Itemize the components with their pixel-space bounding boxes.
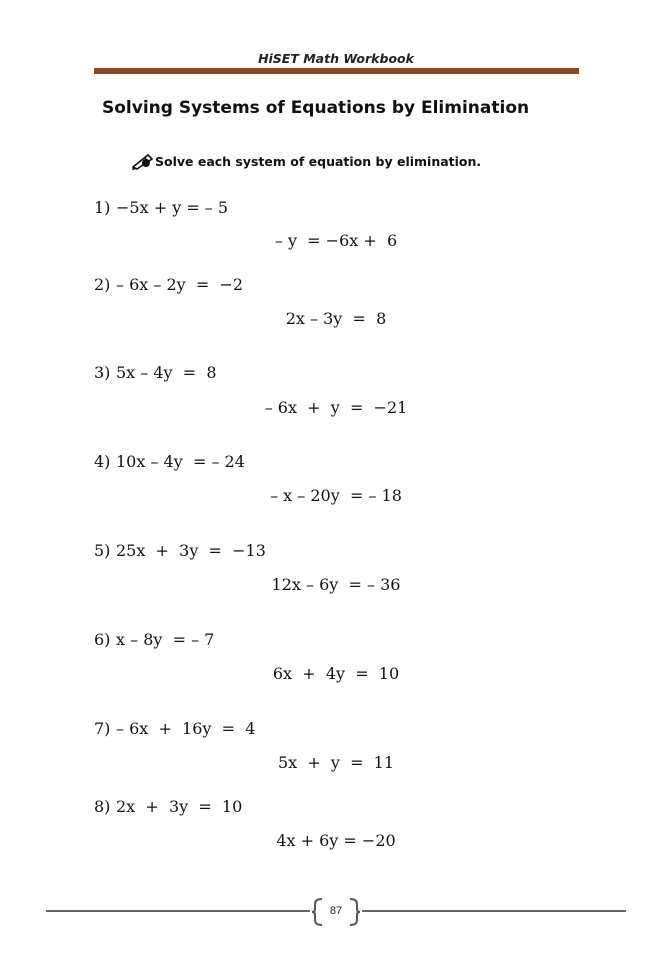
equation-first: – 6x – 2y = −2 [116,275,244,294]
equation-second: – 6x + y = −21 [264,398,408,417]
problem-number: 3) [94,363,111,382]
equation-second: 12x – 6y = – 36 [271,575,401,594]
equation-first: 2x + 3y = 10 [116,797,243,816]
problem-number: 2) [94,275,111,294]
problem-number: 8) [94,797,111,816]
header-title: HiSET Math Workbook [258,51,414,66]
instruction [131,152,481,170]
equation-first: 5x – 4y = 8 [116,363,217,382]
header-rule [94,68,579,74]
problem-number: 7) [94,719,111,738]
equation-first: x – 8y = – 7 [116,630,215,649]
problem-number: 5) [94,541,111,560]
equation-first: −5x + y = – 5 [116,198,229,217]
equation-first: 10x – 4y = – 24 [116,452,245,471]
equation-second: – y = −6x + 6 [274,231,398,250]
page-heading: Solving Systems of Equations by Elimination [102,98,530,118]
equation-second: 4x + 6y = −20 [276,831,396,850]
problem-number: 1) [94,198,111,217]
page-number: 87 [329,905,343,917]
footer-divider-right [362,910,626,912]
equation-second: 6x + 4y = 10 [272,664,400,683]
equation-second: 2x – 3y = 8 [285,309,387,328]
equation-second: 5x + y = 11 [277,753,395,772]
instruction-text: Solve each system of equation by elimination. [155,153,482,169]
problem-number: 6) [94,630,111,649]
footer-divider-left [46,910,310,912]
pencil-icon [131,152,155,170]
equation-second: – x – 20y = – 18 [270,486,402,505]
problem-number: 4) [94,452,111,471]
equation-first: – 6x + 16y = 4 [116,719,256,738]
equation-first: 25x + 3y = −13 [116,541,266,560]
